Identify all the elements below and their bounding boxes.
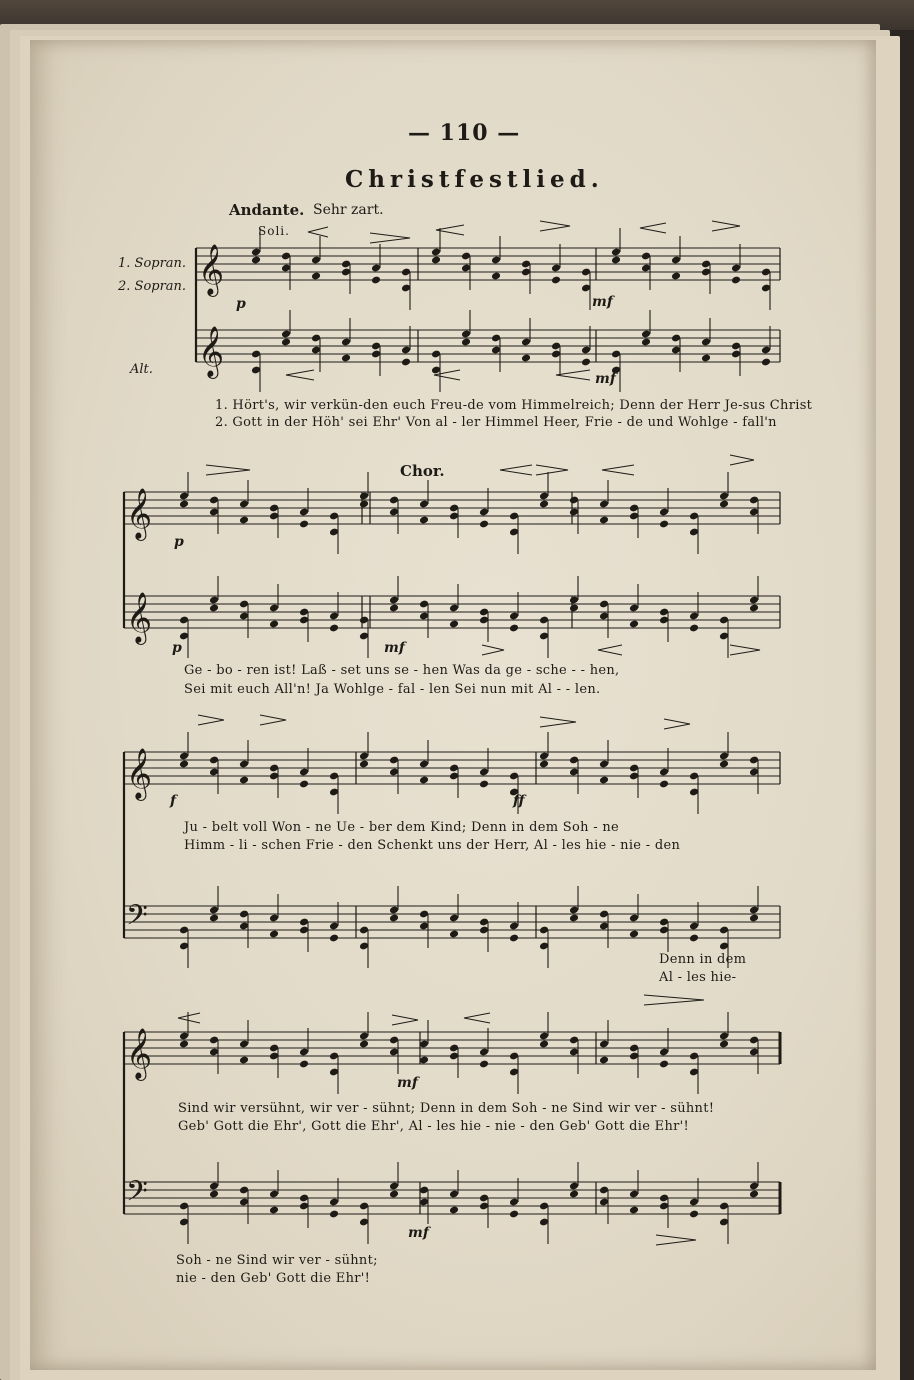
- dynamic-marking: f: [170, 793, 177, 809]
- treble-clef-icon: 𝄞: [126, 592, 153, 643]
- lyrics-verse-1: Ju - belt voll Won - ne Ue - ber dem Kind; Denn in dem Soh - ne: [184, 820, 620, 835]
- note-head: [371, 276, 381, 285]
- note-head: [299, 780, 309, 789]
- note-head: [539, 500, 549, 509]
- expression-marking: Sehr zart.: [313, 202, 384, 218]
- note-head: [761, 358, 771, 367]
- lyrics-verse-2: 2. Gott in der Höh' sei Ehr' Von al - ler Himmel Heer, Frie - de und Wohlge - fall'n: [215, 415, 777, 430]
- crescendo-hairpin: [308, 227, 328, 237]
- note-head: [209, 1190, 219, 1199]
- note-head: [269, 930, 279, 939]
- bass-clef-icon: 𝄢: [126, 899, 148, 939]
- note-head: [419, 516, 429, 525]
- note-head: [659, 1060, 669, 1069]
- note-head: [569, 914, 579, 923]
- note-head: [401, 358, 411, 367]
- treble-clef-icon: 𝄞: [198, 244, 225, 295]
- decrescendo-hairpin: [198, 715, 224, 725]
- note-head: [719, 500, 729, 509]
- section-soli-label: Soli.: [258, 224, 290, 238]
- lyrics-bass-verse-1: Denn in dem: [659, 952, 747, 967]
- note-head: [311, 272, 321, 281]
- note-head: [749, 1190, 759, 1199]
- lyrics-verse-2: Geb' Gott die Ehr', Gott die Ehr', Al - les hie - nie - den Geb' Gott die Ehr'!: [178, 1119, 690, 1134]
- note-head: [359, 760, 369, 769]
- note-head: [329, 624, 339, 633]
- note-head: [389, 914, 399, 923]
- note-head: [599, 516, 609, 525]
- note-head: [671, 272, 681, 281]
- decrescendo-hairpin: [644, 995, 704, 1005]
- crescendo-hairpin: [286, 370, 314, 380]
- note-head: [479, 1060, 489, 1069]
- voice-label-soprano-2: 2. Sopran.: [118, 279, 187, 294]
- lyrics-verse-1: Ge - bo - ren ist! Laß - set uns se - hen Was da ge - sche - - hen,: [184, 663, 620, 678]
- dynamic-marking: ff: [513, 793, 525, 809]
- note-head: [719, 1040, 729, 1049]
- note-head: [641, 338, 651, 347]
- decrescendo-hairpin: [712, 221, 740, 231]
- decrescendo-hairpin: [536, 465, 568, 475]
- treble-clef-icon: 𝄞: [126, 1028, 153, 1079]
- crescendo-hairpin: [464, 1013, 490, 1023]
- note-head: [239, 776, 249, 785]
- page-number: — 110 —: [408, 120, 521, 146]
- note-head: [539, 1040, 549, 1049]
- dynamic-marking: mf: [595, 371, 616, 387]
- note-head: [359, 1040, 369, 1049]
- note-head: [299, 520, 309, 529]
- decrescendo-hairpin: [656, 1235, 696, 1245]
- note-head: [659, 780, 669, 789]
- note-head: [299, 1060, 309, 1069]
- note-head: [689, 934, 699, 943]
- crescendo-hairpin: [178, 1013, 200, 1023]
- note-head: [479, 520, 489, 529]
- treble-clef-icon: 𝄞: [126, 488, 153, 539]
- note-head: [689, 1210, 699, 1219]
- tempo-marking: Andante.: [229, 201, 305, 219]
- lyrics-verse-2: Himm - li - schen Frie - den Schenkt uns der Herr, Al - les hie - nie - den: [184, 838, 681, 853]
- note-head: [509, 624, 519, 633]
- decrescendo-hairpin: [206, 465, 250, 475]
- dynamic-marking: mf: [408, 1225, 429, 1241]
- lyrics-verse-1: 1. Hört's, wir verkün-den euch Freu-de vom Himmelreich; Denn der Herr Je-sus Christ: [215, 398, 813, 413]
- note-head: [611, 256, 621, 265]
- note-head: [701, 354, 711, 363]
- decrescendo-hairpin: [730, 645, 760, 655]
- note-head: [509, 1210, 519, 1219]
- dynamic-marking: p: [172, 640, 182, 656]
- crescendo-hairpin: [556, 370, 590, 380]
- note-head: [341, 354, 351, 363]
- note-head: [731, 276, 741, 285]
- note-head: [521, 354, 531, 363]
- treble-clef-icon: 𝄞: [198, 326, 225, 377]
- crescendo-hairpin: [598, 645, 622, 655]
- lyrics-bass-verse-1: Soh - ne Sind wir ver - sühnt;: [176, 1253, 378, 1268]
- dynamic-marking: p: [174, 534, 184, 550]
- crescendo-hairpin: [500, 465, 532, 475]
- lyrics-bass-verse-2: Al - les hie-: [659, 970, 737, 985]
- dynamic-marking: mf: [384, 640, 405, 656]
- lyrics-bass-verse-2: nie - den Geb' Gott die Ehr'!: [176, 1271, 371, 1286]
- note-head: [581, 358, 591, 367]
- note-head: [449, 930, 459, 939]
- note-head: [629, 930, 639, 939]
- decrescendo-hairpin: [540, 717, 576, 727]
- note-head: [479, 780, 489, 789]
- decrescendo-hairpin: [730, 455, 754, 465]
- note-head: [599, 1056, 609, 1065]
- note-head: [359, 500, 369, 509]
- section-chor-label: Chor.: [400, 462, 445, 480]
- decrescendo-hairpin: [482, 645, 504, 655]
- decrescendo-hairpin: [392, 1015, 418, 1025]
- note-head: [689, 624, 699, 633]
- note-head: [329, 934, 339, 943]
- note-head: [179, 1040, 189, 1049]
- voice-label-soprano-1: 1. Sopran.: [118, 256, 187, 271]
- note-head: [251, 256, 261, 265]
- note-head: [629, 620, 639, 629]
- note-head: [209, 914, 219, 923]
- note-head: [389, 604, 399, 613]
- note-head: [209, 604, 219, 613]
- note-head: [419, 776, 429, 785]
- note-head: [239, 1056, 249, 1065]
- song-title: Christfestlied.: [345, 166, 604, 193]
- note-head: [269, 1206, 279, 1215]
- lyrics-verse-2: Sei mit euch All'n! Ja Wohlge - fal - len Sei nun mit Al - - len.: [184, 682, 601, 697]
- note-head: [749, 914, 759, 923]
- decrescendo-hairpin: [664, 719, 690, 729]
- note-head: [551, 276, 561, 285]
- voice-label-alto: Alt.: [130, 362, 153, 377]
- lyrics-verse-1: Sind wir versühnt, wir ver - sühnt; Denn in dem Soh - ne Sind wir ver - sühnt!: [178, 1101, 715, 1116]
- dynamic-marking: mf: [592, 294, 613, 310]
- dynamic-marking: mf: [397, 1075, 418, 1091]
- note-head: [179, 760, 189, 769]
- note-head: [431, 256, 441, 265]
- note-head: [509, 934, 519, 943]
- treble-clef-icon: 𝄞: [126, 748, 153, 799]
- note-head: [449, 1206, 459, 1215]
- note-head: [329, 1210, 339, 1219]
- note-head: [749, 604, 759, 613]
- decrescendo-hairpin: [260, 715, 286, 725]
- note-head: [599, 776, 609, 785]
- decrescendo-hairpin: [540, 221, 570, 231]
- note-head: [269, 620, 279, 629]
- crescendo-hairpin: [602, 465, 634, 475]
- note-head: [569, 1190, 579, 1199]
- bass-clef-icon: 𝄢: [126, 1175, 148, 1215]
- note-head: [659, 520, 669, 529]
- note-head: [461, 338, 471, 347]
- dynamic-marking: p: [236, 296, 246, 312]
- note-head: [179, 500, 189, 509]
- note-head: [281, 338, 291, 347]
- crescendo-hairpin: [640, 223, 666, 233]
- decrescendo-hairpin: [370, 233, 410, 243]
- note-head: [449, 620, 459, 629]
- note-head: [629, 1206, 639, 1215]
- note-head: [491, 272, 501, 281]
- note-head: [239, 516, 249, 525]
- note-head: [569, 604, 579, 613]
- note-head: [389, 1190, 399, 1199]
- note-head: [719, 760, 729, 769]
- note-head: [539, 760, 549, 769]
